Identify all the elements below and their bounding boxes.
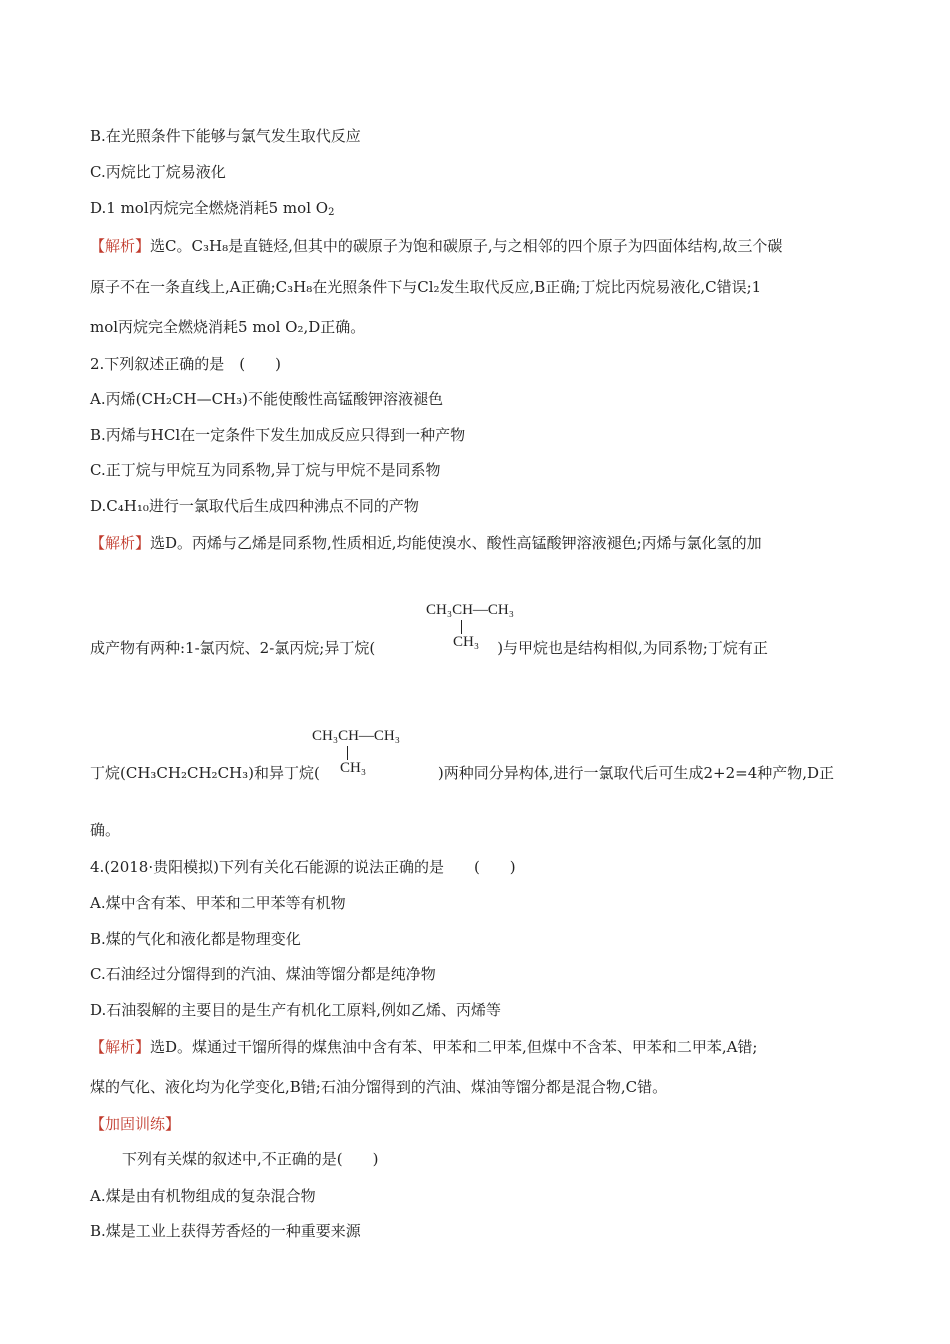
q4-option-b: B.煤的气化和液化都是物理变化 bbox=[90, 930, 301, 948]
q2-analysis-line4: 确。 bbox=[90, 821, 121, 839]
q1-analysis-line2: 原子不在一条直线上,A正确;C₃H₈在光照条件下与Cl₂发生取代反应,B正确;丁烷比丙烷易液化,C错误;1 bbox=[90, 278, 762, 296]
q2-analysis-line1 bbox=[90, 533, 762, 553]
q2-analysis-text3a: 丁烷(CH₃CH₂CH₂CH₃)和异丁烷( bbox=[90, 764, 320, 782]
q2-option-b: B.丙烯与HCl在一定条件下发生加成反应只得到一种产物 bbox=[90, 426, 466, 444]
q4-option-c: C.石油经过分馏得到的汽油、煤油等馏分都是纯净物 bbox=[90, 965, 436, 983]
q4-option-d: D.石油裂解的主要目的是生产有机化工原料,例如乙烯、丙烯等 bbox=[90, 1001, 502, 1019]
q1-option-d-subscript: 2 bbox=[328, 207, 335, 218]
q4-option-a: A.煤中含有苯、甲苯和二甲苯等有机物 bbox=[90, 894, 346, 912]
analysis-tag: 【解析】 bbox=[90, 534, 151, 552]
q4-analysis-text1: 选D。煤通过干馏所得的煤焦油中含有苯、甲苯和二甲苯,但煤中不含苯、甲苯和二甲苯,A错; bbox=[150, 1038, 758, 1056]
q1-option-c: C.丙烷比丁烷易液化 bbox=[90, 163, 226, 181]
structure-main-chain: CH₃CH—CH₃ bbox=[426, 602, 514, 618]
q2-option-d: D.C₄H₁₀进行一氯取代后生成四种沸点不同的产物 bbox=[90, 497, 419, 515]
extra-option-b: B.煤是工业上获得芳香烃的一种重要来源 bbox=[90, 1222, 361, 1240]
q2-analysis-text2b: )与甲烷也是结构相似,为同系物;丁烷有正 bbox=[497, 639, 768, 657]
q1-analysis-line1 bbox=[90, 236, 782, 256]
structure-bond bbox=[347, 746, 348, 760]
analysis-tag: 【解析】 bbox=[90, 237, 151, 255]
q2-option-c: C.正丁烷与甲烷互为同系物,异丁烷与甲烷不是同系物 bbox=[90, 461, 441, 479]
extra-stem: 下列有关煤的叙述中,不正确的是( ) bbox=[122, 1150, 379, 1168]
q2-stem: 2.下列叙述正确的是 ( ) bbox=[90, 355, 282, 373]
q1-option-d bbox=[90, 198, 334, 218]
q2-analysis-text3b: )两种同分异构体,进行一氯取代后可生成2+2=4种产物,D正 bbox=[437, 764, 835, 782]
q1-analysis-line3: mol丙烷完全燃烧消耗5 mol O₂,D正确。 bbox=[90, 318, 366, 336]
q2-analysis-text1: 选D。丙烯与乙烯是同系物,性质相近,均能使溴水、酸性高锰酸钾溶液褪色;丙烯与氯化氢的加 bbox=[150, 534, 762, 552]
analysis-tag: 【解析】 bbox=[90, 1038, 151, 1056]
structure-branch: CH₃ bbox=[340, 760, 367, 776]
q2-analysis-line3 bbox=[90, 763, 834, 783]
reinforcement-tag: 【加固训练】 bbox=[90, 1115, 181, 1133]
extra-option-a: A.煤是由有机物组成的复杂混合物 bbox=[90, 1187, 316, 1205]
structure-branch: CH₃ bbox=[453, 634, 480, 650]
q4-analysis-line2: 煤的气化、液化均为化学变化,B错;石油分馏得到的汽油、煤油等馏分都是混合物,C错。 bbox=[90, 1078, 668, 1096]
structure-main-chain: CH₃CH—CH₃ bbox=[312, 728, 400, 744]
q2-analysis-line2 bbox=[90, 638, 768, 658]
q2-option-a: A.丙烯(CH₂CH—CH₃)不能使酸性高锰酸钾溶液褪色 bbox=[90, 390, 444, 408]
q4-stem: 4.(2018·贵阳模拟)下列有关化石能源的说法正确的是 ( ) bbox=[90, 858, 516, 876]
q4-analysis-line1 bbox=[90, 1037, 757, 1057]
q1-option-b: B.在光照条件下能够与氯气发生取代反应 bbox=[90, 127, 361, 145]
structure-bond bbox=[461, 620, 462, 634]
q2-analysis-text2a: 成产物有两种:1-氯丙烷、2-氯丙烷;异丁烷( bbox=[90, 639, 376, 657]
q1-option-d-text: D.1 mol丙烷完全燃烧消耗5 mol O bbox=[90, 199, 329, 217]
q1-analysis-text1: 选C。C₃H₈是直链烃,但其中的碳原子为饱和碳原子,与之相邻的四个原子为四面体结构,故三个碳 bbox=[150, 237, 783, 255]
